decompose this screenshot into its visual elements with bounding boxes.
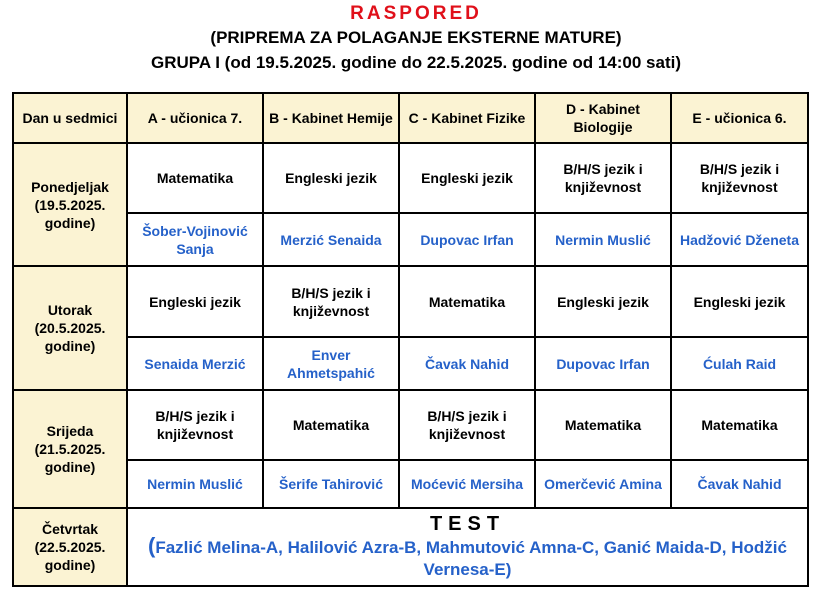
day-cell-wednesday: Srijeda (21.5.2025. godine)	[13, 390, 127, 508]
teacher-cell: Nermin Muslić	[535, 213, 671, 266]
day-cell-monday: Ponedjeljak (19.5.2025. godine)	[13, 143, 127, 266]
subject-cell: B/H/S jezik i književnost	[399, 390, 535, 460]
table-row	[13, 508, 808, 586]
subject-cell: B/H/S jezik i književnost	[127, 390, 263, 460]
col-header-a: A - učionica 7.	[127, 93, 263, 143]
teacher-cell: Ćulah Raid	[671, 337, 808, 390]
subject-cell: B/H/S jezik i književnost	[671, 143, 808, 213]
subject-cell: Engleski jezik	[127, 266, 263, 337]
table-row	[13, 266, 808, 337]
table-row	[13, 337, 808, 390]
col-header-b: B - Kabinet Hemije	[263, 93, 399, 143]
subject-cell: Engleski jezik	[671, 266, 808, 337]
subject-cell: Engleski jezik	[399, 143, 535, 213]
test-paren: (	[148, 533, 156, 558]
teacher-cell: Šerife Tahirović	[263, 460, 399, 508]
subject-cell: Engleski jezik	[535, 266, 671, 337]
test-assignments	[130, 535, 805, 581]
col-header-c: C - Kabinet Fizike	[399, 93, 535, 143]
teacher-cell: Šober-Vojinović Sanja	[127, 213, 263, 266]
subject-cell: Matematika	[671, 390, 808, 460]
teacher-cell: Enver Ahmetspahić	[263, 337, 399, 390]
document-header	[0, 0, 832, 75]
teacher-cell: Merzić Senaida	[263, 213, 399, 266]
teacher-cell: Omerčević Amina	[535, 460, 671, 508]
day-cell-thursday: Četvrtak (22.5.2025. godine)	[13, 508, 127, 586]
header-row	[13, 93, 808, 143]
teacher-cell: Dupovac Irfan	[535, 337, 671, 390]
teacher-cell: Čavak Nahid	[399, 337, 535, 390]
subject-cell: Matematika	[127, 143, 263, 213]
subject-cell: B/H/S jezik i književnost	[263, 266, 399, 337]
document-subtitle: (PRIPREMA ZA POLAGANJE EKSTERNE MATURE)	[210, 28, 622, 47]
test-assignment-text: Fazlić Melina-A, Halilović Azra-B, Mahmutović Amna-C, Ganić Maida-D, Hodžić Vernesa-E)	[155, 538, 787, 579]
col-header-e: E - učionica 6.	[671, 93, 808, 143]
table-row	[13, 213, 808, 266]
subject-cell: Engleski jezik	[263, 143, 399, 213]
teacher-cell: Dupovac Irfan	[399, 213, 535, 266]
teacher-cell: Nermin Muslić	[127, 460, 263, 508]
table-row	[13, 390, 808, 460]
test-cell	[127, 508, 808, 586]
teacher-cell: Moćević Mersiha	[399, 460, 535, 508]
subject-cell: Matematika	[535, 390, 671, 460]
day-cell-tuesday: Utorak (20.5.2025. godine)	[13, 266, 127, 390]
test-label: TEST	[429, 513, 506, 535]
subject-cell: Matematika	[263, 390, 399, 460]
col-header-day: Dan u sedmici	[13, 93, 127, 143]
subject-cell: B/H/S jezik i književnost	[535, 143, 671, 213]
table-row	[13, 143, 808, 213]
subject-cell: Matematika	[399, 266, 535, 337]
teacher-cell: Čavak Nahid	[671, 460, 808, 508]
group-line: GRUPA I (od 19.5.2025. godine do 22.5.2025. godine od 14:00 sati)	[151, 53, 681, 72]
document-title: RASPORED	[350, 3, 482, 24]
teacher-cell: Hadžović Dženeta	[671, 213, 808, 266]
teacher-cell: Senaida Merzić	[127, 337, 263, 390]
col-header-d: D - Kabinet Biologije	[535, 93, 671, 143]
schedule-table	[12, 92, 809, 587]
table-row	[13, 460, 808, 508]
